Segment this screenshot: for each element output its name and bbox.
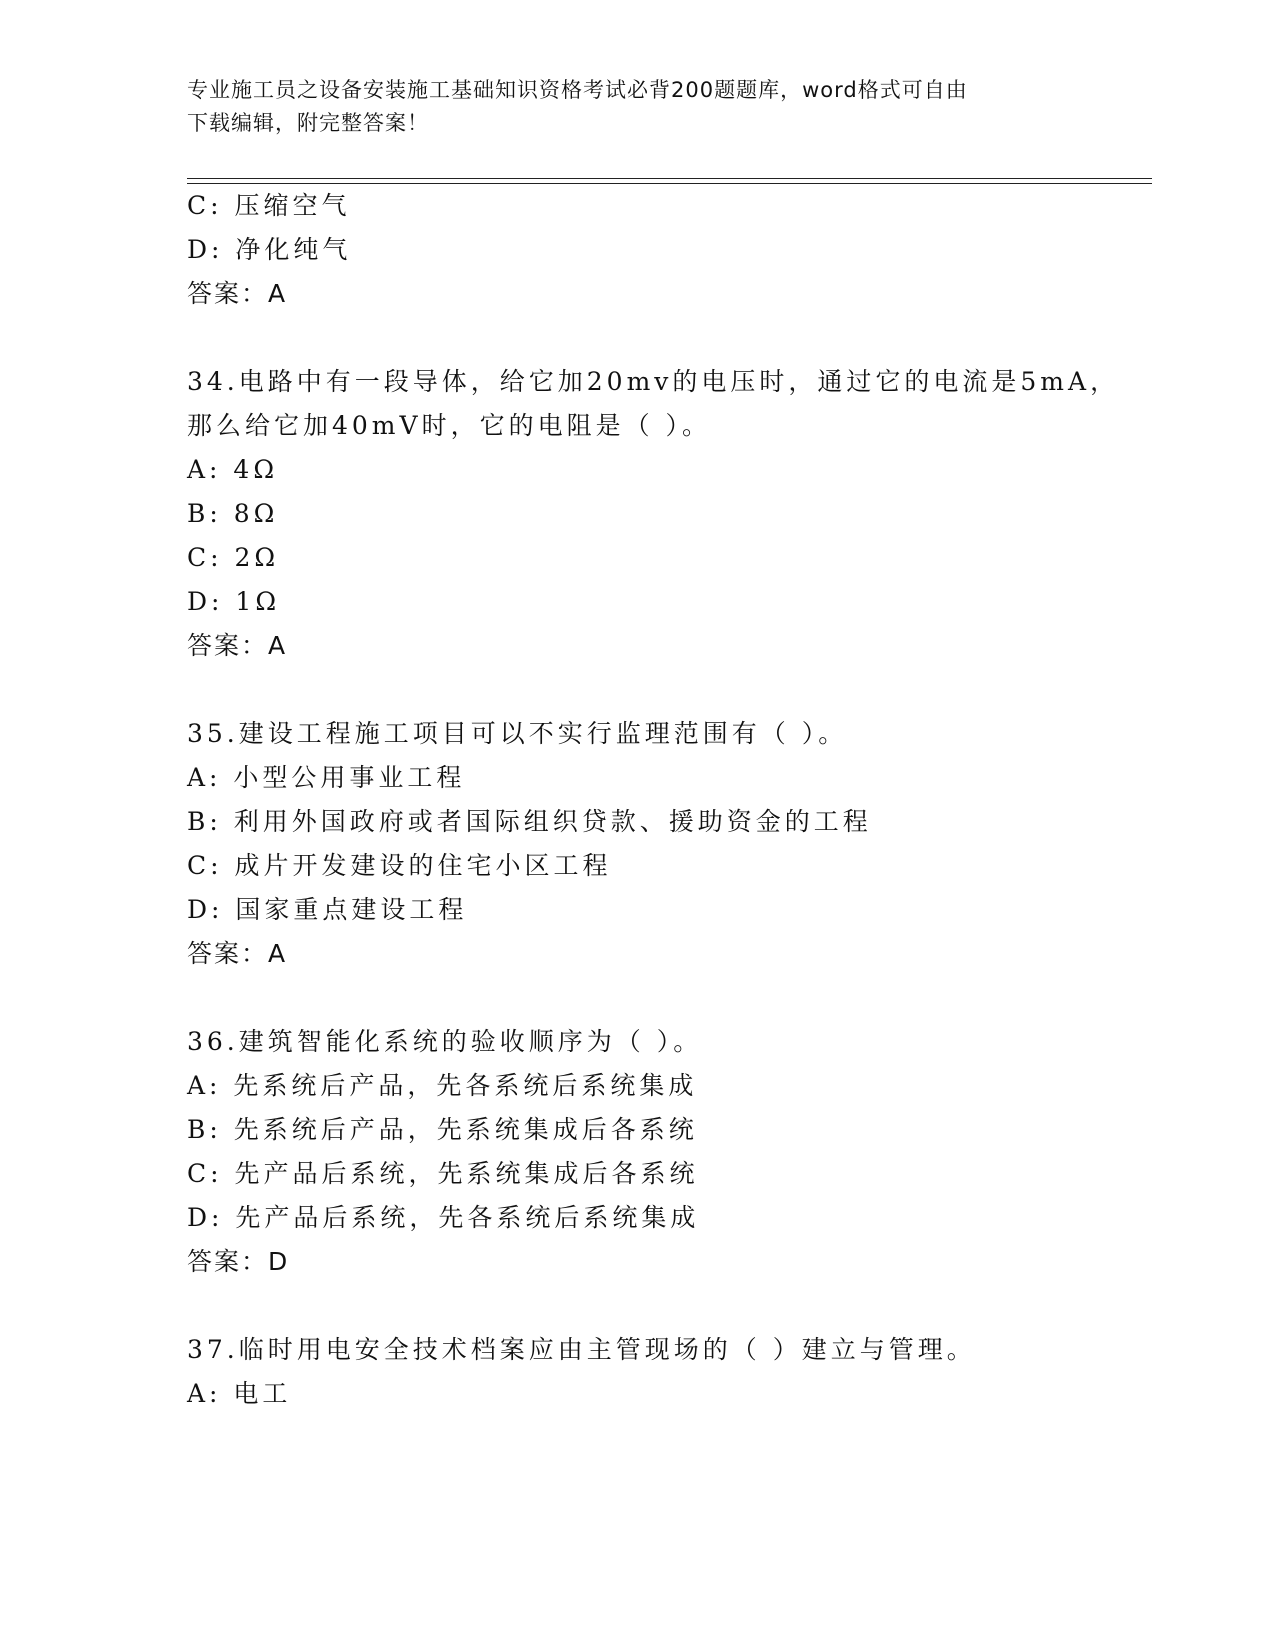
question-36-answer: 答案：D bbox=[187, 1247, 290, 1276]
question-34-line-1: 34.电路中有一段导体，给它加20mv的电压时，通过它的电流是5mA， bbox=[187, 367, 1120, 396]
question-34-option-a: A: 4Ω bbox=[187, 455, 279, 484]
document-header bbox=[187, 74, 1087, 140]
question-34-option-b: B: 8Ω bbox=[187, 499, 279, 528]
question-34-line-2: 那么给它加40mV时，它的电阻是（ ）。 bbox=[187, 411, 712, 440]
question-35-option-b: B: 利用外国政府或者国际组织贷款、援助资金的工程 bbox=[187, 807, 872, 836]
question-35-option-d: D: 国家重点建设工程 bbox=[187, 895, 468, 924]
question-34-option-c: C: 2Ω bbox=[187, 543, 280, 572]
question-36-option-b: B: 先系统后产品，先系统集成后各系统 bbox=[187, 1115, 698, 1144]
question-36-option-c: C: 先产品后系统，先系统集成后各系统 bbox=[187, 1159, 699, 1188]
option-d: D: 净化纯气 bbox=[187, 235, 352, 264]
question-37-option-a: A: 电工 bbox=[187, 1379, 292, 1408]
question-35-option-c: C: 成片开发建设的住宅小区工程 bbox=[187, 851, 612, 880]
answer-line: 答案：A bbox=[187, 279, 288, 308]
header-divider-top bbox=[187, 178, 1152, 179]
question-34-option-d: D: 1Ω bbox=[187, 587, 281, 616]
option-c: C: 压缩空气 bbox=[187, 191, 351, 220]
question-37: 37.临时用电安全技术档案应由主管现场的（ ）建立与管理。 bbox=[187, 1335, 976, 1364]
header-title-line-2: 下载编辑，附完整答案！ bbox=[187, 111, 429, 135]
question-36-option-a: A: 先系统后产品，先各系统后系统集成 bbox=[187, 1071, 698, 1100]
question-35-option-a: A: 小型公用事业工程 bbox=[187, 763, 466, 792]
question-35: 35.建设工程施工项目可以不实行监理范围有（ ）。 bbox=[187, 719, 848, 748]
question-36: 36.建筑智能化系统的验收顺序为（ ）。 bbox=[187, 1027, 703, 1056]
header-title-line-1: 专业施工员之设备安装施工基础知识资格考试必背200题题库，word格式可自由 bbox=[187, 78, 968, 102]
question-35-answer: 答案：A bbox=[187, 939, 288, 968]
question-36-option-d: D: 先产品后系统，先各系统后系统集成 bbox=[187, 1203, 700, 1232]
header-divider-bottom bbox=[187, 183, 1152, 184]
question-34-answer: 答案：A bbox=[187, 631, 288, 660]
